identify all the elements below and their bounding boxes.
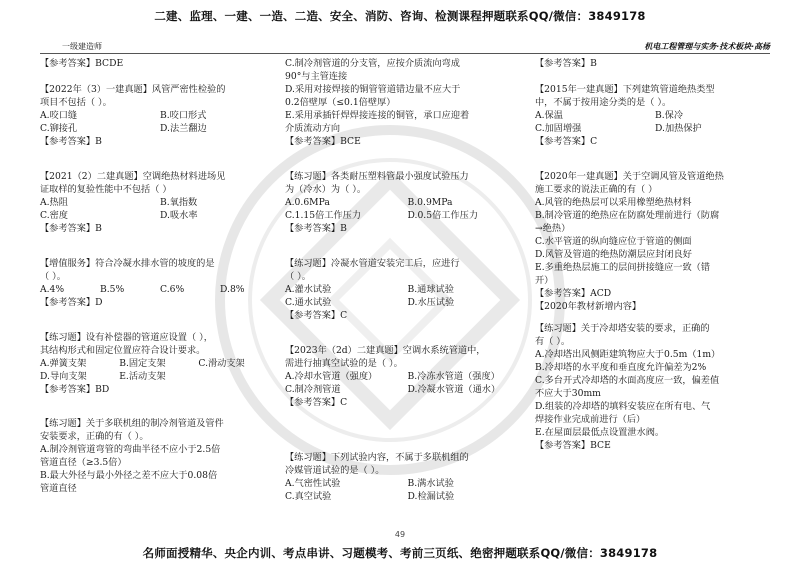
option: C.多台开式冷却塔的水面高度应一致，偏差值 (535, 375, 720, 386)
answer-text: 【参考答案】C (285, 310, 348, 321)
question-block (40, 83, 280, 148)
option: B.固定支架 (119, 358, 166, 369)
option: A.气密性试验 (285, 478, 341, 489)
option: A.保温 (535, 110, 563, 121)
question-text: 需进行抽真空试验的是（ ）。 (285, 358, 403, 369)
question-block (535, 57, 775, 70)
option: D.冷凝水管道（通水） (407, 384, 501, 395)
option-row (285, 383, 530, 396)
option: D.加热保护 (655, 123, 702, 134)
question-text: 【练习题】冷凝水管道安装完工后，应进行 (285, 258, 460, 269)
option: B.满水试验 (407, 478, 454, 489)
section-note (535, 300, 775, 313)
page-number: 49 (394, 530, 406, 539)
option: B.制冷管道的绝热应在防腐处理前进行（防腐 (535, 210, 720, 221)
option: D.法兰翻边 (160, 123, 207, 134)
option: C.制冷剂管道的分支管，应按介质流向弯成 (285, 58, 460, 69)
question-block (40, 257, 280, 309)
option-row (285, 490, 530, 503)
option: C.水平管道的纵向缝应位于管道的侧面 (535, 236, 692, 247)
option: E.多重绝热层施工的层间拼接缝应一致（错 (535, 262, 711, 273)
question-block (285, 57, 530, 148)
option: B.咬口形式 (160, 110, 207, 121)
question-block (40, 170, 280, 235)
option: 焊接作业完成前进行（后） (535, 414, 646, 425)
option: 介质流动方向 (285, 123, 341, 134)
question-text: 为（冷水）为（ ）。 (285, 184, 367, 195)
question-text: 项目不包括（ ）。 (40, 97, 112, 108)
question-text: 【练习题】关于多联机组的制冷剂管道及管件 (40, 418, 224, 429)
option: 90°与主管连接 (285, 71, 348, 82)
answer-text: 【参考答案】B (40, 136, 102, 147)
question-text: 【2023年（2d）二建真题】空调水系统管道中， (285, 345, 486, 356)
option-row (40, 196, 280, 209)
option: A.冷却塔出风侧距建筑物应大于0.5m（1m） (535, 349, 721, 360)
question-text: 【2021（2）二建真题】空调绝热材料进场见 (40, 171, 226, 182)
question-text: 有（ ）。 (535, 336, 571, 347)
option: C.真空试验 (285, 491, 332, 502)
option: D.风管及管道的绝热防潮层应封闭良好 (535, 249, 692, 260)
option: A.制冷剂管道弯管的弯曲半径不应小于2.5倍 (40, 444, 221, 455)
option: B.通球试验 (407, 284, 454, 295)
answer-text: 【参考答案】BCDE (40, 58, 124, 69)
option: 管道直径（≥3.5倍） (40, 457, 127, 468)
question-text: 其结构形式和固定位置应符合设计要求。 (40, 345, 206, 356)
question-text: 【练习题】设有补偿器的管道应设置（ ）， (40, 332, 213, 343)
option: C.密度 (40, 210, 68, 221)
option: A.灌水试验 (285, 284, 332, 295)
option-row (40, 357, 280, 370)
option: B.冷却塔的水平度和垂直度允许偏差为2% (535, 362, 707, 373)
option: B.0.9MPa (407, 197, 453, 208)
question-block (285, 344, 530, 409)
book-header (40, 40, 770, 54)
question-text: 中，不属于按用途分类的是（ ）。 (535, 97, 672, 108)
option: C.铆接孔 (40, 123, 78, 134)
option-row (285, 370, 530, 383)
option: B.保冷 (655, 110, 684, 121)
question-block (285, 451, 530, 503)
question-text: 【练习题】关于冷却塔安装的要求，正确的 (535, 323, 710, 334)
option: A.风管的绝热层可以采用橡塑绝热材料 (535, 197, 692, 208)
question-block (535, 83, 775, 148)
question-text: 【增值服务】符合冷凝水排水管的坡度的是 (40, 258, 215, 269)
answer-text: 【参考答案】C (535, 136, 598, 147)
option: 0.2倍壁厚（≤0.1倍壁厚） (285, 97, 396, 108)
question-block (535, 322, 775, 452)
option: A.冷却水管道（强度） (285, 371, 378, 382)
answer-text: 【参考答案】B (40, 223, 102, 234)
answer-text: 【参考答案】B (285, 223, 347, 234)
option-row (40, 122, 280, 135)
question-block (285, 257, 530, 322)
option: E.活动支架 (119, 371, 166, 382)
question-block (535, 170, 775, 300)
option-row (285, 209, 530, 222)
book-header-left: 一级建造师 (62, 42, 102, 51)
option: 开） (535, 275, 554, 286)
option-row (285, 296, 530, 309)
question-block (285, 170, 530, 235)
option: C.1.15倍工作压力 (285, 210, 362, 221)
option: B.5% (100, 284, 125, 295)
answer-text: 【参考答案】B (535, 58, 597, 69)
option-row (285, 477, 530, 490)
option: D.组装的冷却塔的填料安装应在所有电、气 (535, 401, 711, 412)
question-block (40, 417, 280, 495)
option: C.加固增强 (535, 123, 582, 134)
question-text: （ ）。 (40, 271, 66, 282)
option-row (285, 196, 530, 209)
option: A.热阻 (40, 197, 68, 208)
section-heading: 【2020年教材新增内容】 (535, 301, 642, 312)
question-text: 冷媒管道试验的是（ ）。 (285, 465, 385, 476)
book-header-right: 机电工程管理与实务·技术板块·高杨 (644, 41, 770, 51)
answer-text: 【参考答案】D (40, 297, 103, 308)
option: 不应大于30mm (535, 388, 601, 399)
option: B.氧指数 (160, 197, 198, 208)
option: D.水压试验 (407, 297, 455, 308)
option: C.滑动支架 (198, 358, 245, 369)
option: C.通水试验 (285, 297, 332, 308)
option-row (40, 109, 280, 122)
question-text: 证取样的复验性能中不包括（ ） (40, 184, 172, 195)
option: E.采用承插钎焊焊接连接的铜管，承口应迎着 (285, 110, 470, 121)
answer-text: 【参考答案】ACD (535, 288, 612, 299)
option-row (285, 283, 530, 296)
question-block (40, 331, 280, 396)
answer-text: 【参考答案】BD (40, 384, 110, 395)
option: →绝热） (535, 223, 571, 234)
option: A.4% (40, 284, 65, 295)
answer-text: 【参考答案】BCE (535, 440, 611, 451)
bottom-banner: 名师面授精华、央企内训、考点串讲、习题模考、考前三页纸、绝密押题联系QQ/微信：3849178 (142, 546, 658, 560)
option: C.制冷剂管道 (285, 384, 341, 395)
option: A.咬口缝 (40, 110, 78, 121)
option: D.8% (220, 284, 245, 295)
option: D.吸水率 (160, 210, 198, 221)
question-text: 【2022年（3）一建真题】风管严密性检验的 (40, 84, 226, 95)
option-row (40, 283, 280, 296)
question-block (40, 57, 280, 70)
option: D.导向支架 (40, 371, 87, 382)
option-row (535, 122, 775, 135)
question-text: 【练习题】下列试验内容，不属于多联机组的 (285, 452, 469, 463)
option: C.6% (160, 284, 185, 295)
option: A.弹簧支架 (40, 358, 87, 369)
question-text: 【2020年一建真题】关于空调风管及管道绝热 (535, 171, 724, 182)
option: D.检漏试验 (407, 491, 455, 502)
answer-text: 【参考答案】C (285, 397, 348, 408)
option: 管道直径 (40, 483, 77, 494)
question-text: 【练习题】各类耐压塑料管最小强度试验压力 (285, 171, 469, 182)
option: D.采用对接焊接的铜管管道错边量不应大于 (285, 84, 461, 95)
option-row (40, 370, 280, 383)
question-text: 【2015年一建真题】下列建筑管道绝热类型 (535, 84, 715, 95)
top-banner: 二建、监理、一建、一造、二造、安全、消防、咨询、检测课程押题联系QQ/微信：3849178 (154, 9, 646, 23)
option: D.0.5倍工作压力 (407, 210, 479, 221)
answer-text: 【参考答案】BCE (285, 136, 361, 147)
option: B.最大外径与最小外径之差不应大于0.08倍 (40, 470, 218, 481)
option: E.在屋面层最低点设置泄水阀。 (535, 427, 665, 438)
option-row (40, 209, 280, 222)
question-text: （ ）。 (285, 271, 311, 282)
question-text: 施工要求的说法正确的有（ ） (535, 184, 658, 195)
question-text: 安装要求，正确的有（ ）。 (40, 431, 149, 442)
option: B.冷冻水管道（强度） (407, 371, 500, 382)
option: A.0.6MPa (285, 197, 330, 208)
option-row (535, 109, 775, 122)
